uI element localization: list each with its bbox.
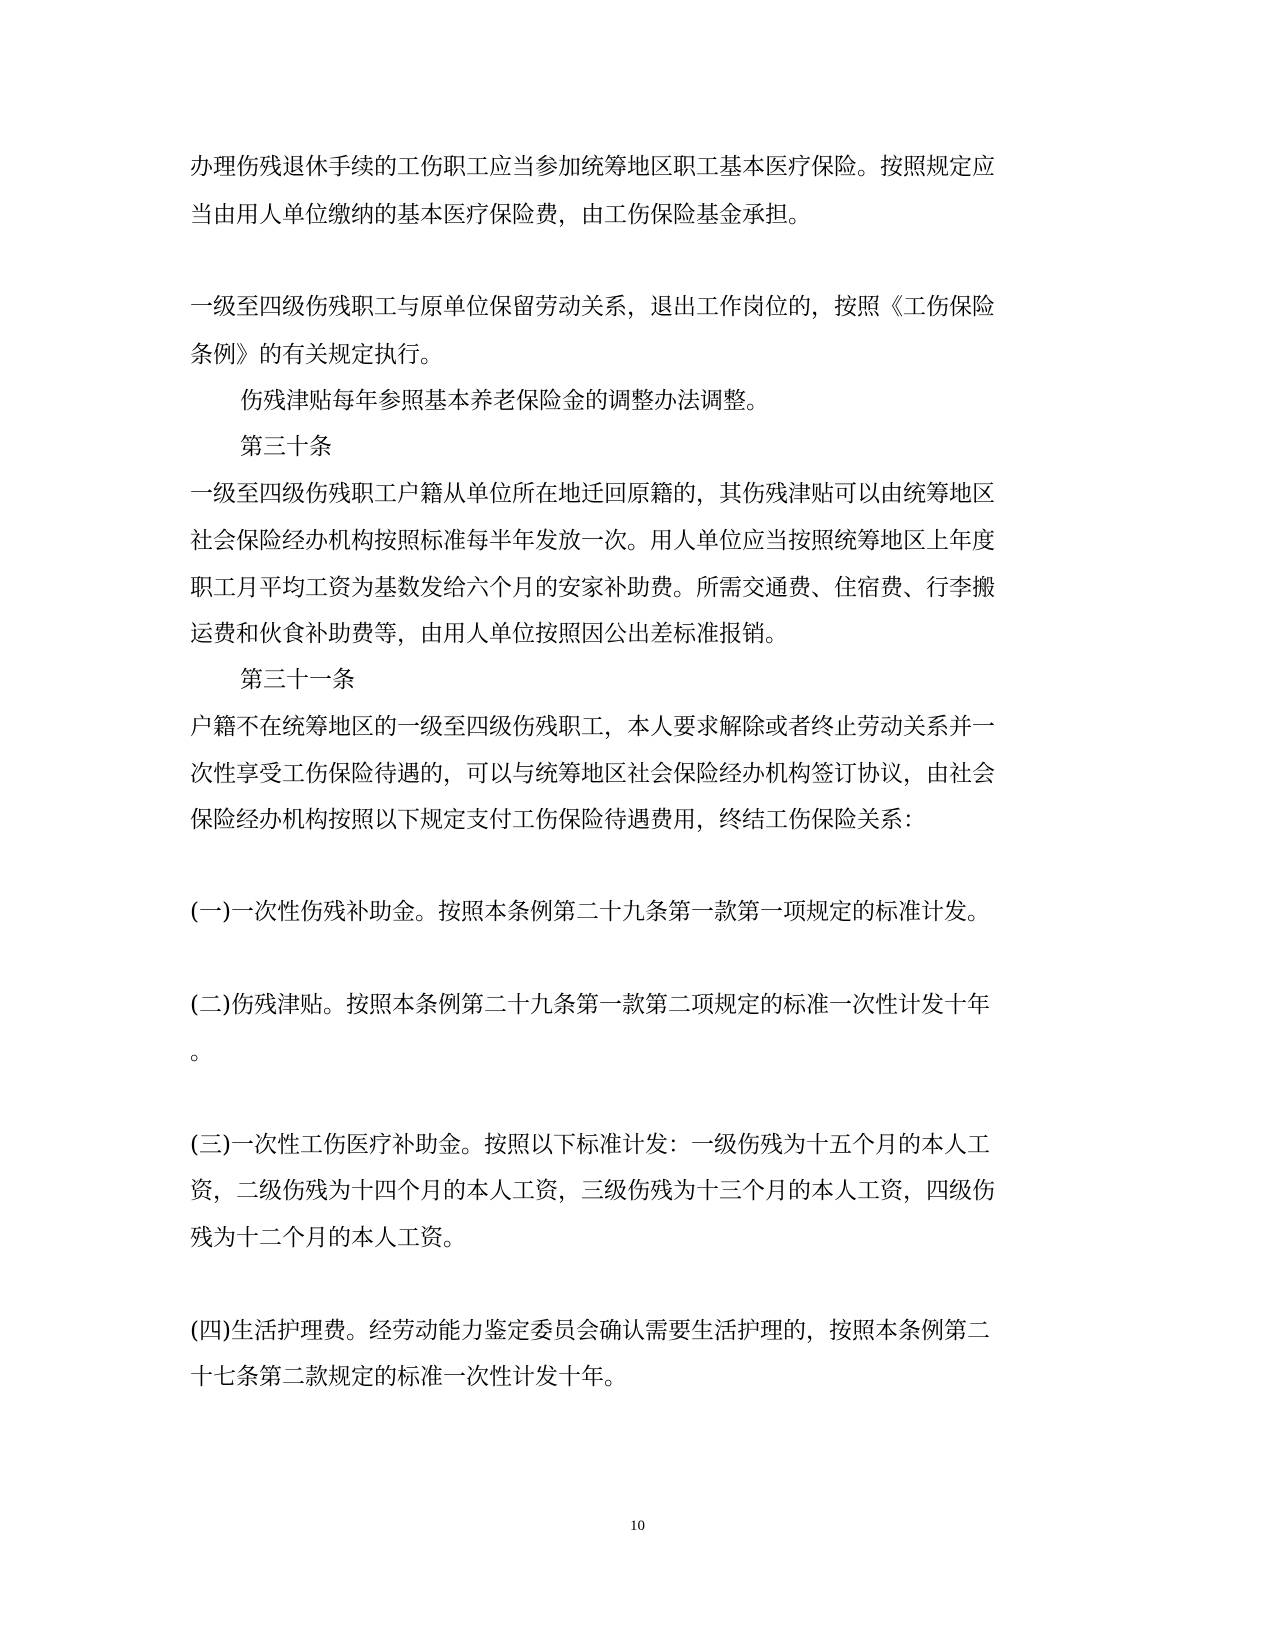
text-line: 伤残津贴每年参照基本养老保险金的调整办法调整。 <box>240 388 769 414</box>
text-line: 残为十二个月的本人工资。 <box>190 1225 466 1251</box>
text-line: 保险经办机构按照以下规定支付工伤保险待遇费用，终结工伤保险关系： <box>190 807 926 833</box>
text-line: 当由用人单位缴纳的基本医疗保险费，由工伤保险基金承担。 <box>190 202 811 228</box>
list-item: (三)一次性工伤医疗补助金。按照以下标准计发：一级伤残为十五个月的本人工 <box>190 1132 990 1158</box>
article-heading: 第三十一条 <box>240 667 355 693</box>
text-line: 户籍不在统筹地区的一级至四级伤残职工，本人要求解除或者终止劳动关系并一 <box>190 714 995 740</box>
list-item: (一)一次性伤残补助金。按照本条例第二十九条第一款第一项规定的标准计发。 <box>190 899 990 925</box>
text-line: 一级至四级伤残职工与原单位保留劳动关系，退出工作岗位的，按照《工伤保险 <box>190 294 995 320</box>
text-line: 十七条第二款规定的标准一次性计发十年。 <box>190 1364 627 1390</box>
text-line: 运费和伙食补助费等，由用人单位按照因公出差标准报销。 <box>190 621 788 647</box>
text-line: 条例》的有关规定执行。 <box>190 342 443 368</box>
page-number: 10 <box>630 1518 645 1534</box>
text-line: 一级至四级伤残职工户籍从单位所在地迁回原籍的，其伤残津贴可以由统筹地区 <box>190 481 995 507</box>
text-line: 办理伤残退休手续的工伤职工应当参加统筹地区职工基本医疗保险。按照规定应 <box>190 154 995 180</box>
text-line: 职工月平均工资为基数发给六个月的安家补助费。所需交通费、住宿费、行李搬 <box>190 575 995 601</box>
text-line: 。 <box>190 1039 213 1065</box>
text-line: 次性享受工伤保险待遇的，可以与统筹地区社会保险经办机构签订协议，由社会 <box>190 761 995 787</box>
list-item: (二)伤残津贴。按照本条例第二十九条第一款第二项规定的标准一次性计发十年 <box>190 992 990 1018</box>
text-line: 社会保险经办机构按照标准每半年发放一次。用人单位应当按照统筹地区上年度 <box>190 528 995 554</box>
article-heading: 第三十条 <box>240 434 332 460</box>
list-item: (四)生活护理费。经劳动能力鉴定委员会确认需要生活护理的，按照本条例第二 <box>190 1318 990 1344</box>
text-line: 资，二级伤残为十四个月的本人工资，三级伤残为十三个月的本人工资，四级伤 <box>190 1178 995 1204</box>
